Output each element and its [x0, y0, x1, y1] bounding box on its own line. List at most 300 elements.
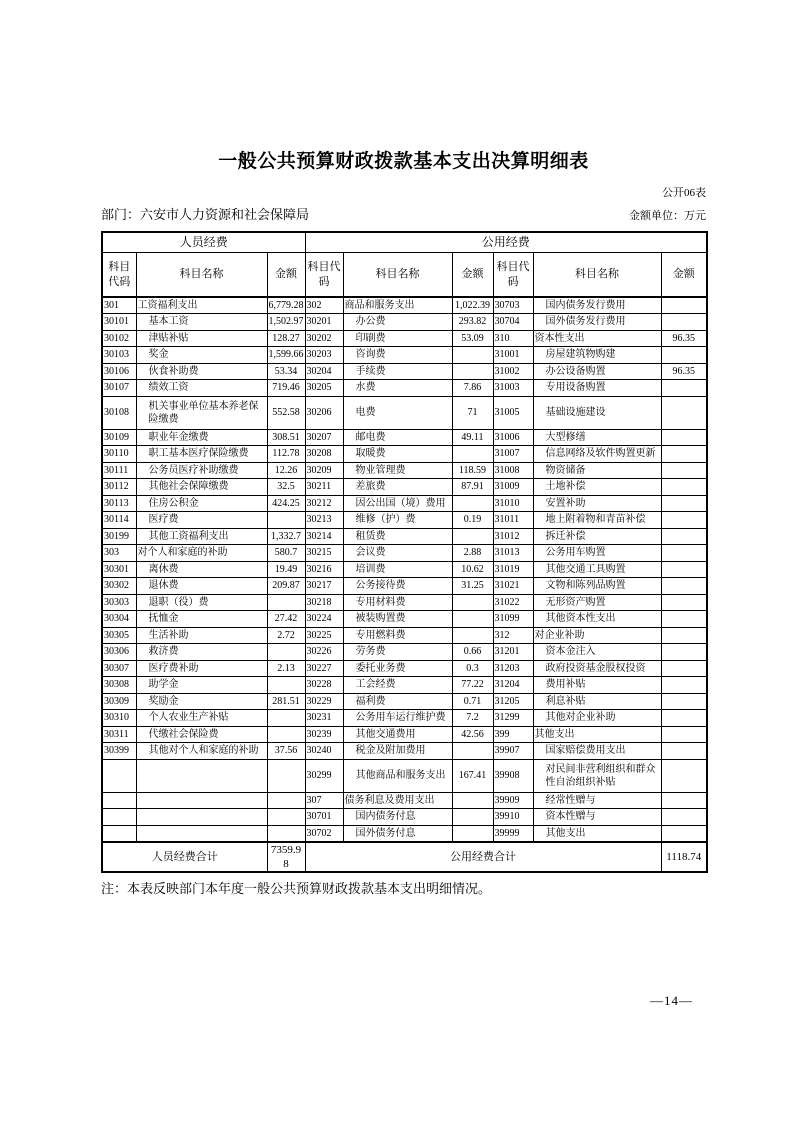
expenditure-table	[101, 231, 708, 873]
amount-cell	[267, 726, 305, 743]
subject-code-cell	[102, 825, 136, 842]
amount-cell: 19.49	[267, 561, 305, 578]
amount-cell	[661, 314, 707, 331]
amount-cell	[661, 297, 707, 314]
subject-name-cell: 其他工资福利支出	[136, 528, 267, 545]
subject-code-cell: 31022	[493, 594, 533, 611]
column-header-name-3: 科目名称	[533, 253, 661, 298]
subject-name-cell: 专用设备购置	[533, 380, 661, 397]
subject-name-cell: 取暖费	[343, 446, 452, 463]
subject-name-cell: 维修（护）费	[343, 512, 452, 529]
table-row	[102, 495, 707, 512]
subject-name-cell: 公务员医疗补助缴费	[136, 462, 267, 479]
subject-code-cell: 312	[493, 627, 533, 644]
amount-cell	[452, 495, 493, 512]
amount-cell: 7.2	[452, 710, 493, 727]
subject-name-cell: 培训费	[343, 561, 452, 578]
subject-code-cell: 30231	[305, 710, 343, 727]
amount-cell: 719.46	[267, 380, 305, 397]
subject-code-cell: 31205	[493, 693, 533, 710]
column-header-name-2: 科目名称	[343, 253, 452, 298]
amount-cell: 0.19	[452, 512, 493, 529]
subject-code-cell: 30703	[493, 297, 533, 314]
subject-name-cell: 公务接待费	[343, 578, 452, 595]
subject-name-cell: 会议费	[343, 545, 452, 562]
subject-name-cell: 国家赔偿费用支出	[533, 743, 661, 760]
subject-name-cell: 职工基本医疗保险缴费	[136, 446, 267, 463]
subject-code-cell: 31005	[493, 396, 533, 429]
table-row	[102, 545, 707, 562]
subject-code-cell: 301	[102, 297, 136, 314]
amount-cell: 31.25	[452, 578, 493, 595]
subject-code-cell	[102, 792, 136, 809]
document-content	[101, 0, 706, 897]
amount-cell: 96.35	[661, 330, 707, 347]
subject-code-cell: 31006	[493, 429, 533, 446]
subject-name-cell: 劳务费	[343, 644, 452, 661]
subject-code-cell	[102, 759, 136, 792]
amount-cell: 53.34	[267, 363, 305, 380]
subject-name-cell: 退休费	[136, 578, 267, 595]
meta-row	[101, 204, 706, 223]
amount-cell: 77.22	[452, 677, 493, 694]
subject-name-cell	[136, 792, 267, 809]
subject-code-cell: 30218	[305, 594, 343, 611]
amount-cell	[452, 594, 493, 611]
amount-cell: 2.88	[452, 545, 493, 562]
subject-name-cell: 被装购置费	[343, 611, 452, 628]
subject-name-cell: 商品和服务支出	[343, 297, 452, 314]
subject-code-cell: 30212	[305, 495, 343, 512]
table-row	[102, 825, 707, 842]
subject-code-cell: 39909	[493, 792, 533, 809]
table-row	[102, 677, 707, 694]
table-row	[102, 743, 707, 760]
subject-name-cell: 房屋建筑物购建	[533, 347, 661, 364]
subject-name-cell: 物资储备	[533, 462, 661, 479]
subject-name-cell: 抚恤金	[136, 611, 267, 628]
subject-code-cell: 30301	[102, 561, 136, 578]
amount-cell	[661, 660, 707, 677]
amount-cell: 6,779.28	[267, 297, 305, 314]
subject-name-cell: 基础设施建设	[533, 396, 661, 429]
amount-cell	[661, 693, 707, 710]
subject-name-cell: 资本性赠与	[533, 809, 661, 826]
subject-code-cell: 30217	[305, 578, 343, 595]
table-note: 注：本表反映部门本年度一般公共预算财政拨款基本支出明细情况。	[101, 881, 492, 897]
subject-name-cell: 其他支出	[533, 825, 661, 842]
amount-cell: 424.25	[267, 495, 305, 512]
subject-name-cell: 工会经费	[343, 677, 452, 694]
subject-code-cell: 30227	[305, 660, 343, 677]
subject-name-cell: 其他支出	[533, 726, 661, 743]
subject-name-cell: 差旅费	[343, 479, 452, 496]
subject-name-cell: 因公出国（境）费用	[343, 495, 452, 512]
amount-cell	[661, 825, 707, 842]
subject-code-cell: 30201	[305, 314, 343, 331]
table-row	[102, 759, 707, 792]
subject-code-cell: 31013	[493, 545, 533, 562]
subject-code-cell: 30107	[102, 380, 136, 397]
subject-name-cell: 办公费	[343, 314, 452, 331]
amount-cell	[661, 380, 707, 397]
subject-code-cell: 30308	[102, 677, 136, 694]
personnel-funds-header: 人员经费	[102, 232, 305, 253]
subject-name-cell: 助学金	[136, 677, 267, 694]
amount-cell	[267, 677, 305, 694]
amount-cell	[452, 809, 493, 826]
subject-code-cell: 31001	[493, 347, 533, 364]
amount-cell: 2.72	[267, 627, 305, 644]
subject-name-cell: 医疗费	[136, 512, 267, 529]
subject-name-cell: 经常性赠与	[533, 792, 661, 809]
amount-cell	[661, 578, 707, 595]
subject-code-cell: 31008	[493, 462, 533, 479]
amount-cell	[452, 611, 493, 628]
subject-name-cell: 其他交通费用	[343, 726, 452, 743]
table-row	[102, 330, 707, 347]
subject-name-cell: 住房公积金	[136, 495, 267, 512]
subject-code-cell: 302	[305, 297, 343, 314]
table-row	[102, 314, 707, 331]
public-total-label: 公用经费合计	[305, 842, 661, 873]
subject-name-cell: 代缴社会保险费	[136, 726, 267, 743]
amount-cell	[661, 495, 707, 512]
subject-name-cell: 其他对企业补助	[533, 710, 661, 727]
subject-code-cell: 30206	[305, 396, 343, 429]
table-row	[102, 578, 707, 595]
amount-cell	[661, 528, 707, 545]
amount-cell	[267, 710, 305, 727]
table-row	[102, 429, 707, 446]
table-row	[102, 446, 707, 463]
subject-code-cell: 30704	[493, 314, 533, 331]
subject-name-cell: 物业管理费	[343, 462, 452, 479]
subject-name-cell: 利息补贴	[533, 693, 661, 710]
subject-code-cell: 39999	[493, 825, 533, 842]
amount-cell: 7.86	[452, 380, 493, 397]
subject-name-cell: 救济费	[136, 644, 267, 661]
subject-code-cell: 31002	[493, 363, 533, 380]
subject-name-cell: 奖金	[136, 347, 267, 364]
table-row	[102, 594, 707, 611]
amount-cell: 1,022.39	[452, 297, 493, 314]
subject-name-cell	[136, 759, 267, 792]
amount-cell	[452, 528, 493, 545]
column-header-row	[102, 253, 707, 298]
subject-name-cell: 专用材料费	[343, 594, 452, 611]
table-row	[102, 462, 707, 479]
amount-unit-label: 金额单位：万元	[629, 210, 706, 222]
subject-code-cell: 30306	[102, 644, 136, 661]
table-row	[102, 809, 707, 826]
table-body	[102, 297, 707, 842]
amount-cell: 42.56	[452, 726, 493, 743]
column-header-amount-2: 金额	[452, 253, 493, 298]
amount-cell	[661, 347, 707, 364]
subject-name-cell: 生活补助	[136, 627, 267, 644]
subject-name-cell: 信息网络及软件购置更新	[533, 446, 661, 463]
subject-code-cell: 31011	[493, 512, 533, 529]
subject-name-cell: 税金及附加费用	[343, 743, 452, 760]
subject-name-cell	[136, 809, 267, 826]
subject-name-cell: 其他对个人和家庭的补助	[136, 743, 267, 760]
personnel-total-label: 人员经费合计	[102, 842, 267, 873]
amount-cell	[661, 726, 707, 743]
subject-name-cell: 电费	[343, 396, 452, 429]
subject-name-cell: 公务用车运行维护费	[343, 710, 452, 727]
amount-cell: 96.35	[661, 363, 707, 380]
subject-name-cell: 对企业补助	[533, 627, 661, 644]
amount-cell: 128.27	[267, 330, 305, 347]
subject-name-cell: 国内债务付息	[343, 809, 452, 826]
table-row	[102, 479, 707, 496]
subject-code-cell: 30229	[305, 693, 343, 710]
subject-code-cell: 31201	[493, 644, 533, 661]
table-row	[102, 726, 707, 743]
amount-cell	[661, 809, 707, 826]
public-total-amount: 1118.74	[661, 842, 707, 873]
subject-name-cell: 文物和陈列品购置	[533, 578, 661, 595]
table-row	[102, 693, 707, 710]
amount-cell	[661, 561, 707, 578]
subject-name-cell: 个人农业生产补贴	[136, 710, 267, 727]
subject-code-cell: 30205	[305, 380, 343, 397]
subject-name-cell: 费用补贴	[533, 677, 661, 694]
amount-cell: 32.5	[267, 479, 305, 496]
table-row	[102, 611, 707, 628]
subject-code-cell: 30224	[305, 611, 343, 628]
subject-code-cell: 30399	[102, 743, 136, 760]
subject-name-cell: 无形资产购置	[533, 594, 661, 611]
subject-name-cell: 办公设备购置	[533, 363, 661, 380]
subject-name-cell: 专用燃料费	[343, 627, 452, 644]
amount-cell	[661, 429, 707, 446]
amount-cell: 118.59	[452, 462, 493, 479]
amount-cell: 1,332.7	[267, 528, 305, 545]
amount-cell: 2.13	[267, 660, 305, 677]
table-row	[102, 710, 707, 727]
amount-cell	[661, 594, 707, 611]
subject-code-cell: 31299	[493, 710, 533, 727]
amount-cell: 112.78	[267, 446, 305, 463]
subject-name-cell: 工资福利支出	[136, 297, 267, 314]
subject-code-cell: 39910	[493, 809, 533, 826]
subject-code-cell: 30208	[305, 446, 343, 463]
amount-cell: 0.66	[452, 644, 493, 661]
subject-name-cell: 国外债务发行费用	[533, 314, 661, 331]
subject-code-cell: 30240	[305, 743, 343, 760]
subject-name-cell: 手续费	[343, 363, 452, 380]
subject-code-cell: 30307	[102, 660, 136, 677]
table-row	[102, 644, 707, 661]
subject-code-cell: 30112	[102, 479, 136, 496]
amount-cell: 167.41	[452, 759, 493, 792]
amount-cell	[267, 594, 305, 611]
subject-name-cell: 国内债务发行费用	[533, 297, 661, 314]
subject-code-cell: 30302	[102, 578, 136, 595]
amount-cell	[267, 809, 305, 826]
subject-name-cell: 其他商品和服务支出	[343, 759, 452, 792]
subject-code-cell: 31019	[493, 561, 533, 578]
amount-cell	[452, 743, 493, 760]
subject-name-cell: 公务用车购置	[533, 545, 661, 562]
subject-code-cell: 399	[493, 726, 533, 743]
amount-cell	[452, 792, 493, 809]
subject-name-cell: 政府投资基金股权投资	[533, 660, 661, 677]
table-row	[102, 512, 707, 529]
subject-code-cell: 39908	[493, 759, 533, 792]
subject-name-cell: 咨询费	[343, 347, 452, 364]
subject-code-cell: 30299	[305, 759, 343, 792]
subject-name-cell: 地上附着物和青苗补偿	[533, 512, 661, 529]
amount-cell	[452, 446, 493, 463]
subject-code-cell: 30204	[305, 363, 343, 380]
subject-name-cell: 委托业务费	[343, 660, 452, 677]
table-row	[102, 528, 707, 545]
amount-cell: 1,502.97	[267, 314, 305, 331]
subject-code-cell: 30103	[102, 347, 136, 364]
amount-cell: 580.7	[267, 545, 305, 562]
subject-code-cell: 30226	[305, 644, 343, 661]
subject-code-cell: 30310	[102, 710, 136, 727]
amount-cell	[452, 627, 493, 644]
column-header-code-1: 科目代码	[102, 253, 136, 298]
subject-name-cell: 水费	[343, 380, 452, 397]
subject-name-cell: 退职（役）费	[136, 594, 267, 611]
subject-name-cell: 大型修缮	[533, 429, 661, 446]
amount-cell	[452, 347, 493, 364]
table-row	[102, 627, 707, 644]
subject-code-cell: 30702	[305, 825, 343, 842]
subject-code-cell: 30199	[102, 528, 136, 545]
subject-code-cell: 30311	[102, 726, 136, 743]
column-header-name-1: 科目名称	[136, 253, 267, 298]
amount-cell	[661, 396, 707, 429]
amount-cell	[661, 792, 707, 809]
subject-code-cell: 31021	[493, 578, 533, 595]
group-header-row	[102, 232, 707, 253]
amount-cell: 10.62	[452, 561, 493, 578]
amount-cell	[661, 462, 707, 479]
table-row	[102, 792, 707, 809]
subject-code-cell: 30101	[102, 314, 136, 331]
subject-code-cell: 310	[493, 330, 533, 347]
subject-name-cell: 其他社会保障缴费	[136, 479, 267, 496]
subject-code-cell: 30113	[102, 495, 136, 512]
amount-cell	[267, 825, 305, 842]
subject-code-cell: 31099	[493, 611, 533, 628]
subject-code-cell: 30108	[102, 396, 136, 429]
subject-code-cell: 30228	[305, 677, 343, 694]
subject-name-cell: 职业年金缴费	[136, 429, 267, 446]
subject-name-cell: 伙食补助费	[136, 363, 267, 380]
subject-name-cell: 资本性支出	[533, 330, 661, 347]
column-header-code-2: 科目代码	[305, 253, 343, 298]
subject-name-cell: 其他资本性支出	[533, 611, 661, 628]
subject-name-cell: 对个人和家庭的补助	[136, 545, 267, 562]
amount-cell	[661, 677, 707, 694]
subject-code-cell: 30213	[305, 512, 343, 529]
amount-cell	[661, 743, 707, 760]
amount-cell: 0.3	[452, 660, 493, 677]
subject-name-cell: 资本金注入	[533, 644, 661, 661]
subject-code-cell: 30309	[102, 693, 136, 710]
table-row	[102, 660, 707, 677]
subject-code-cell: 30215	[305, 545, 343, 562]
amount-cell	[452, 363, 493, 380]
subject-code-cell: 30305	[102, 627, 136, 644]
public-funds-header: 公用经费	[305, 232, 707, 253]
column-header-amount-1: 金额	[267, 253, 305, 298]
subject-name-cell	[136, 825, 267, 842]
amount-cell	[661, 479, 707, 496]
subject-code-cell	[102, 809, 136, 826]
subject-code-cell: 30304	[102, 611, 136, 628]
amount-cell	[267, 759, 305, 792]
column-header-code-3: 科目代码	[493, 253, 533, 298]
subject-code-cell: 30214	[305, 528, 343, 545]
amount-cell	[452, 825, 493, 842]
subject-name-cell: 其他交通工具购置	[533, 561, 661, 578]
subject-code-cell: 31012	[493, 528, 533, 545]
totals-row	[102, 842, 707, 873]
subject-code-cell: 39907	[493, 743, 533, 760]
amount-cell: 71	[452, 396, 493, 429]
subject-name-cell: 离休费	[136, 561, 267, 578]
amount-cell	[267, 512, 305, 529]
subject-name-cell: 邮电费	[343, 429, 452, 446]
table-row	[102, 347, 707, 364]
personnel-total-amount: 7359.98	[267, 842, 305, 873]
subject-code-cell: 30225	[305, 627, 343, 644]
amount-cell	[267, 644, 305, 661]
subject-code-cell: 30106	[102, 363, 136, 380]
subject-name-cell: 国外债务付息	[343, 825, 452, 842]
subject-code-cell: 30701	[305, 809, 343, 826]
form-number-label: 公开06表	[662, 187, 706, 199]
amount-cell: 49.11	[452, 429, 493, 446]
amount-cell	[661, 759, 707, 792]
subject-code-cell: 31007	[493, 446, 533, 463]
subject-code-cell: 30203	[305, 347, 343, 364]
amount-cell	[661, 545, 707, 562]
subject-name-cell: 福利费	[343, 693, 452, 710]
subject-code-cell: 303	[102, 545, 136, 562]
subject-code-cell: 30202	[305, 330, 343, 347]
subject-code-cell: 30303	[102, 594, 136, 611]
subject-code-cell: 30239	[305, 726, 343, 743]
subject-name-cell: 拆迁补偿	[533, 528, 661, 545]
amount-cell	[661, 446, 707, 463]
amount-cell	[661, 644, 707, 661]
subject-code-cell: 31009	[493, 479, 533, 496]
document-title: 一般公共预算财政拨款基本支出决算明细表	[218, 151, 589, 172]
table-row	[102, 561, 707, 578]
amount-cell: 1,599.66	[267, 347, 305, 364]
subject-name-cell: 债务利息及费用支出	[343, 792, 452, 809]
subject-code-cell: 30110	[102, 446, 136, 463]
table-row	[102, 380, 707, 397]
subject-name-cell: 医疗费补助	[136, 660, 267, 677]
subject-name-cell: 租赁费	[343, 528, 452, 545]
subject-code-cell: 30109	[102, 429, 136, 446]
department-label: 部门：六安市人力资源和社会保障局	[101, 207, 310, 222]
subject-name-cell: 奖励金	[136, 693, 267, 710]
subject-name-cell: 对民间非营利组织和群众性自治组织补贴	[533, 759, 661, 792]
subject-name-cell: 基本工资	[136, 314, 267, 331]
subject-code-cell: 30207	[305, 429, 343, 446]
